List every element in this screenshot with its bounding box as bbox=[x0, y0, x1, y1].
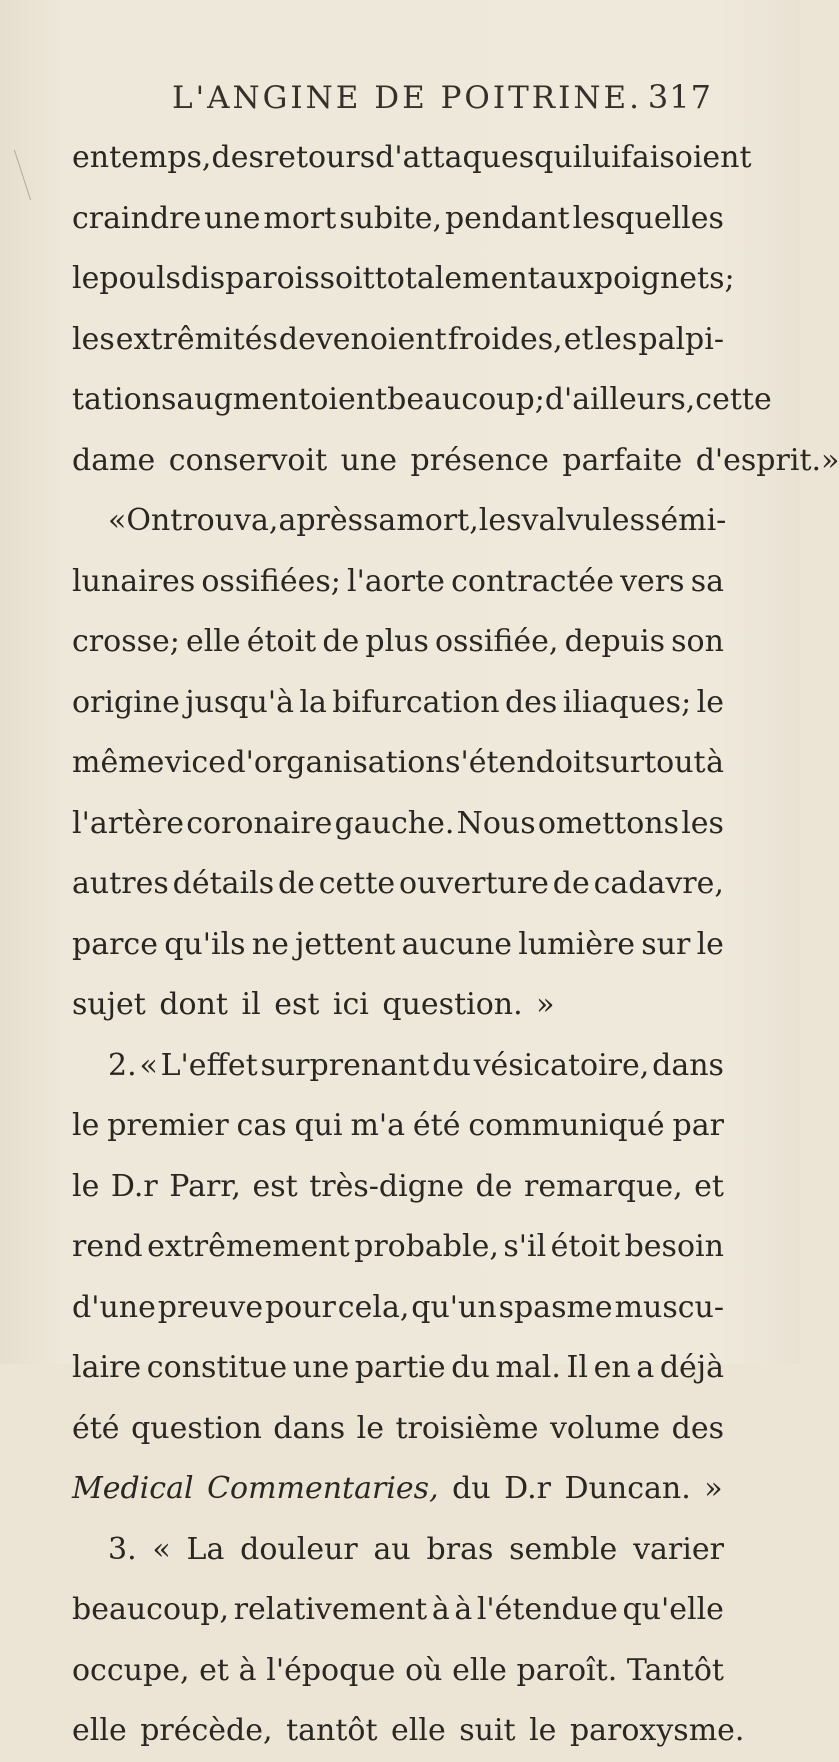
text-line: origine jusqu'à la bifurcation des iliaques; le bbox=[72, 684, 724, 720]
text-line: même vice d'organisation s'étendoit surtout à bbox=[72, 745, 724, 780]
text-line: crosse; elle étoit de plus ossifiée, depuis son bbox=[72, 624, 724, 659]
text-line: parce qu'ils ne jettent aucune lumière sur le bbox=[72, 926, 724, 962]
text-line: l'artère coronaire gauche. Nous omettons les bbox=[72, 805, 724, 841]
gutter-shadow bbox=[0, 150, 31, 200]
text-line: le D.r Parr, est très-digne de remarque, et bbox=[72, 1168, 724, 1204]
text-line: craindre une mort subite, pendant lesquelles bbox=[72, 200, 724, 236]
text-line: sujet dont il est ici question. » bbox=[72, 987, 555, 1022]
text-line: les extrêmités devenoient froides, et les palpi- bbox=[72, 321, 724, 357]
text-line: d'une preuve pour cela, qu'un spasme muscu- bbox=[72, 1289, 724, 1325]
text-line: « On trouva, après sa mort, les valvules sémi- bbox=[108, 503, 727, 538]
text-line: tations augmentoient beaucoup; d'ailleurs, cette bbox=[72, 382, 772, 417]
page-number: 317 bbox=[647, 78, 712, 116]
running-title: L'ANGINE DE POITRINE. bbox=[172, 80, 642, 116]
text-line: dame conservoit une présence parfaite d'esprit.» bbox=[72, 442, 839, 478]
text-line: 2. « L'effet surprenant du vésicatoire, dans bbox=[108, 1047, 724, 1083]
running-head bbox=[172, 78, 712, 116]
text-line: lunaires ossifiées; l'aorte contractée vers sa bbox=[72, 563, 724, 599]
text-line: occupe, et à l'époque où elle paroît. Tantôt bbox=[72, 1652, 724, 1688]
body-text bbox=[72, 128, 839, 1762]
text-line: Medical Commentaries, du D.r Duncan. » bbox=[72, 1471, 723, 1506]
text-line: autres détails de cette ouverture de cadavre, bbox=[72, 866, 724, 901]
text-line: le pouls disparoissoit totalement aux poignets; bbox=[72, 261, 735, 296]
text-line: été question dans le troisième volume des bbox=[72, 1410, 724, 1446]
text-line: beaucoup, relativement à à l'étendue qu'elle bbox=[72, 1592, 724, 1627]
text-line: rend extrêmement probable, s'il étoit besoin bbox=[72, 1229, 724, 1264]
text-line: 3. « La douleur au bras semble varier bbox=[108, 1531, 724, 1567]
text-line: elle précède, tantôt elle suit le paroxysme. bbox=[72, 1713, 745, 1748]
text-line: laire constitue une partie du mal. Il en a déjà bbox=[72, 1350, 724, 1385]
text-line: le premier cas qui m'a été communiqué par bbox=[72, 1108, 724, 1143]
text-line: en temps, des retours d'attaques qui lui faisoient bbox=[72, 140, 752, 175]
